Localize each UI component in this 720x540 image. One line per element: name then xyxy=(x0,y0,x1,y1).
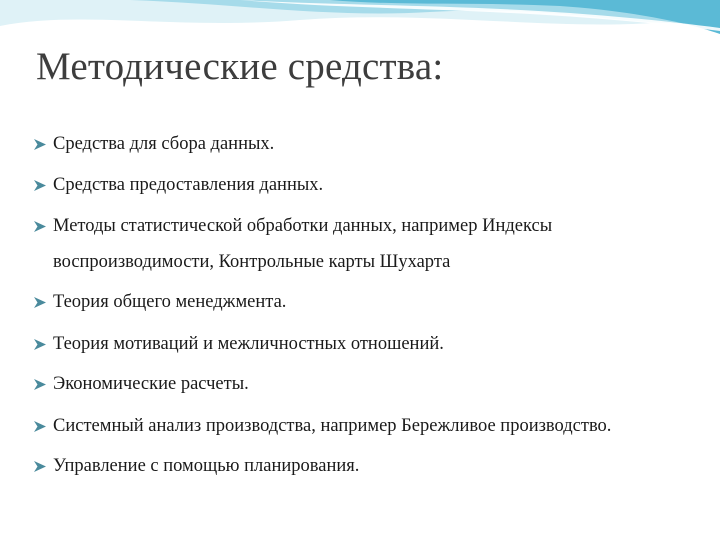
bullet-item xyxy=(33,448,359,484)
bullet-text: Системный анализ производства, например Бережливое производство. xyxy=(53,416,612,436)
bullet-item xyxy=(33,208,673,280)
bullet-item xyxy=(33,167,323,203)
arrow-bullet-icon xyxy=(33,220,47,233)
bullet-text: Управление с помощью планирования. xyxy=(53,456,360,476)
bullet-text: Средства предоставления данных. xyxy=(53,175,324,195)
bullet-text: Методы статистической обработки данных, например Индексы воспроизводимости, Контрольные карты Шухарта xyxy=(53,216,553,272)
bullet-item xyxy=(33,408,611,444)
arrow-bullet-icon xyxy=(33,338,47,351)
slide-title: Методические средства: xyxy=(36,45,444,88)
arrow-bullet-icon xyxy=(33,138,47,151)
bullet-item xyxy=(33,326,444,362)
arrow-bullet-icon xyxy=(33,420,47,433)
bullet-text: Средства для сбора данных. xyxy=(53,134,275,154)
arrow-bullet-icon xyxy=(33,179,47,192)
arrow-bullet-icon xyxy=(33,460,47,473)
bullet-item xyxy=(33,366,249,402)
bullet-text: Теория общего менеджмента. xyxy=(53,292,287,312)
bullet-text: Теория мотиваций и межличностных отношений. xyxy=(53,334,444,354)
arrow-bullet-icon xyxy=(33,296,47,309)
bullet-item xyxy=(33,126,274,162)
bullet-text: Экономические расчеты. xyxy=(53,374,249,394)
bullet-item xyxy=(33,284,286,320)
arrow-bullet-icon xyxy=(33,378,47,391)
